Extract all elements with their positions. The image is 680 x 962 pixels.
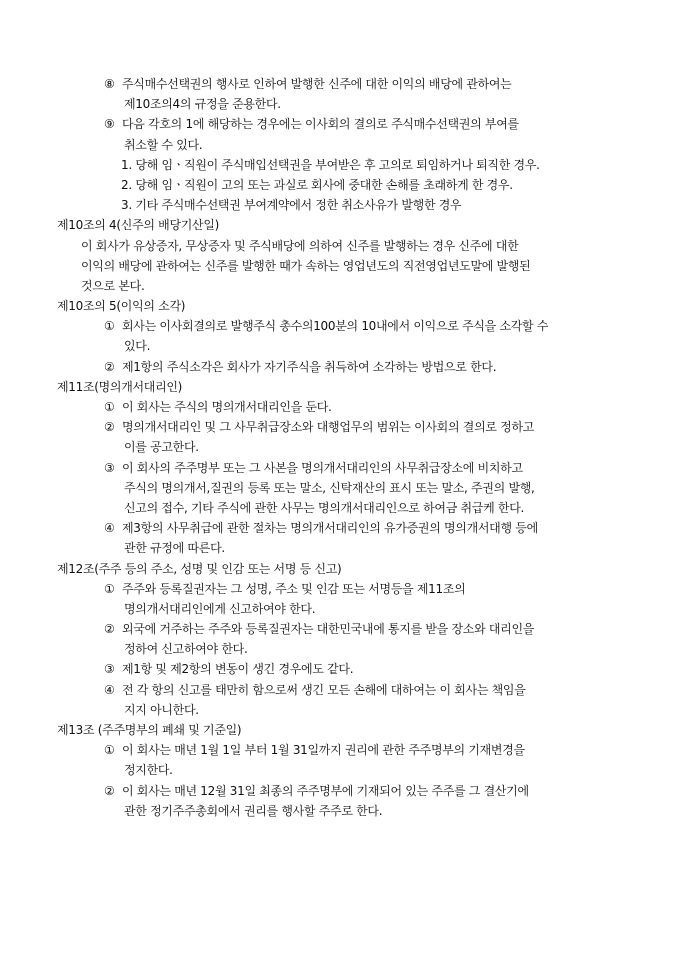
clause-number: ②	[104, 783, 115, 798]
clause-number: ②	[104, 359, 115, 374]
article-heading	[0, 559, 680, 579]
article-heading	[0, 296, 680, 316]
clause-continuation-line	[0, 498, 680, 518]
document-page	[0, 74, 680, 821]
clause-number: ①	[104, 743, 115, 758]
line-text: 이 회사는 매년 1월 1일 부터 1월 31일까지 권리에 관한 주주명부의 기재변경을	[122, 743, 525, 758]
clause-line	[0, 74, 680, 94]
line-text: 이익의 배당에 관하여는 신주를 발행한 때가 속하는 영업년도의 직전영업년도말에 발행된	[81, 258, 531, 273]
line-text: 이 회사는 주식의 명의개서대리인을 둔다.	[122, 400, 332, 414]
clause-line	[0, 357, 680, 377]
clause-continuation-line	[0, 94, 680, 114]
clause-number: ②	[104, 420, 115, 435]
clause-number: ⑨	[104, 117, 115, 132]
clause-number: ②	[104, 622, 115, 637]
sub-item-line	[0, 195, 680, 215]
clause-number: ④	[104, 682, 115, 697]
line-text: 지지 아니한다.	[124, 702, 199, 717]
clause-number: ④	[104, 521, 115, 536]
clause-number: ③	[104, 662, 115, 677]
sub-item-line	[0, 175, 680, 195]
line-text: 전 각 항의 신고를 태만히 함으로써 생긴 모든 손해에 대하여는 이 회사는 책임을	[122, 682, 526, 697]
line-text: 이 회사는 매년 12월 31일 최종의 주주명부에 기재되어 있는 주주를 그 결산기에	[122, 783, 529, 798]
clause-number: ③	[104, 460, 115, 475]
line-text: 제3항의 사무취급에 관한 절차는 명의개서대리인의 유가증권의 명의개서대행 등에	[122, 521, 538, 536]
clause-continuation-line	[0, 478, 680, 498]
line-text: 다음 각호의 1에 해당하는 경우에는 이사회의 결의로 주식매수선택권의 부여를	[122, 117, 519, 132]
line-text: 이를 공고한다.	[124, 440, 199, 455]
article-heading	[0, 377, 680, 397]
line-text: 제1항의 주식소각은 회사가 자기주식을 취득하여 소각하는 방법으로 한다.	[122, 359, 497, 374]
clause-line	[0, 518, 680, 538]
line-text: 주식매수선택권의 행사로 인하여 발행한 신주에 대한 이익의 배당에 관하여는	[122, 77, 512, 91]
paragraph-line	[0, 236, 680, 256]
clause-number: ①	[104, 319, 115, 334]
line-text: 1. 당해 임ㆍ직원이 주식매입선택권을 부여받은 후 고의로 퇴임하거나 퇴직한 경우.	[121, 157, 540, 172]
article-heading	[0, 720, 680, 740]
clause-continuation-line	[0, 639, 680, 659]
clause-continuation-line	[0, 538, 680, 558]
line-text: 제10조의 4(신주의 배당기산일)	[57, 218, 220, 233]
line-text: 제10조의 5(이익의 소각)	[57, 299, 186, 314]
line-text: 정하여 신고하여야 한다.	[124, 642, 248, 657]
clause-line	[0, 659, 680, 679]
clause-line	[0, 114, 680, 134]
paragraph-line	[0, 256, 680, 276]
clause-number: ⑧	[104, 77, 115, 91]
paragraph-line	[0, 276, 680, 296]
clause-line	[0, 740, 680, 760]
line-text: 정지한다.	[124, 763, 173, 778]
line-text: 취소할 수 있다.	[124, 137, 203, 152]
line-text: 제10조의4의 규정을 준용한다.	[124, 97, 281, 112]
line-text: 주식의 명의개서,질권의 등록 또는 말소, 신탁재산의 표시 또는 말소, 주권의 발행,	[124, 480, 535, 495]
line-text: 제1항 및 제2항의 변동이 생긴 경우에도 같다.	[122, 662, 354, 677]
line-text: 관한 규정에 따른다.	[124, 541, 225, 556]
sub-item-line	[0, 155, 680, 175]
article-heading	[0, 215, 680, 235]
line-text: 명의개서대리인에게 신고하여야 한다.	[124, 601, 316, 616]
line-text: 제13조 (주주명부의 폐쇄 및 기준일)	[57, 723, 242, 737]
clause-continuation-line	[0, 700, 680, 720]
line-text: 관한 정기주주총회에서 권리를 행사할 주주로 한다.	[124, 803, 383, 818]
clause-line	[0, 619, 680, 639]
clause-continuation-line	[0, 801, 680, 821]
clause-line	[0, 680, 680, 700]
line-text: 있다.	[124, 339, 151, 354]
clause-continuation-line	[0, 760, 680, 780]
line-text: 주주와 등록질권자는 그 성명, 주소 및 인감 또는 서명등을 제11조의	[122, 581, 466, 596]
clause-line	[0, 316, 680, 336]
line-text: 것으로 본다.	[81, 278, 145, 293]
line-text: 2. 당해 임ㆍ직원이 고의 또는 과실로 회사에 중대한 손해를 초래하게 한 경우.	[121, 177, 513, 192]
clause-line	[0, 397, 680, 417]
line-text: 이 회사의 주주명부 또는 그 사본을 명의개서대리인의 사무취급장소에 비치하고	[122, 460, 523, 475]
clause-line	[0, 579, 680, 599]
clause-line	[0, 417, 680, 437]
clause-continuation-line	[0, 135, 680, 155]
line-text: 3. 기타 주식매수선택권 부여계약에서 정한 취소사유가 발행한 경우	[121, 198, 462, 213]
clause-line	[0, 781, 680, 801]
clause-number: ①	[104, 400, 115, 414]
line-text: 제12조(주주 등의 주소, 성명 및 인감 또는 서명 등 신고)	[57, 561, 342, 576]
line-text: 명의개서대리인 및 그 사무취급장소와 대행업무의 범위는 이사회의 결의로 정하고	[122, 420, 535, 435]
line-text: 신고의 접수, 기타 주식에 관한 사무는 명의개서대리인으로 하여금 취급케 한다.	[124, 500, 525, 515]
line-text: 제11조(명의개서대리인)	[57, 379, 183, 394]
clause-continuation-line	[0, 336, 680, 356]
line-text: 이 회사가 유상증자, 무상증자 및 주식배당에 의하여 신주를 발행하는 경우 신주에 대한	[81, 238, 519, 253]
line-text: 회사는 이사회결의로 발행주식 총수의100분의 10내에서 이익으로 주식을 소각할 수	[122, 319, 549, 334]
clause-continuation-line	[0, 437, 680, 457]
clause-line	[0, 458, 680, 478]
clause-continuation-line	[0, 599, 680, 619]
line-text: 외국에 거주하는 주주와 등록질권자는 대한민국내에 통지를 받을 장소와 대리인을	[122, 622, 535, 637]
clause-number: ①	[104, 581, 115, 596]
